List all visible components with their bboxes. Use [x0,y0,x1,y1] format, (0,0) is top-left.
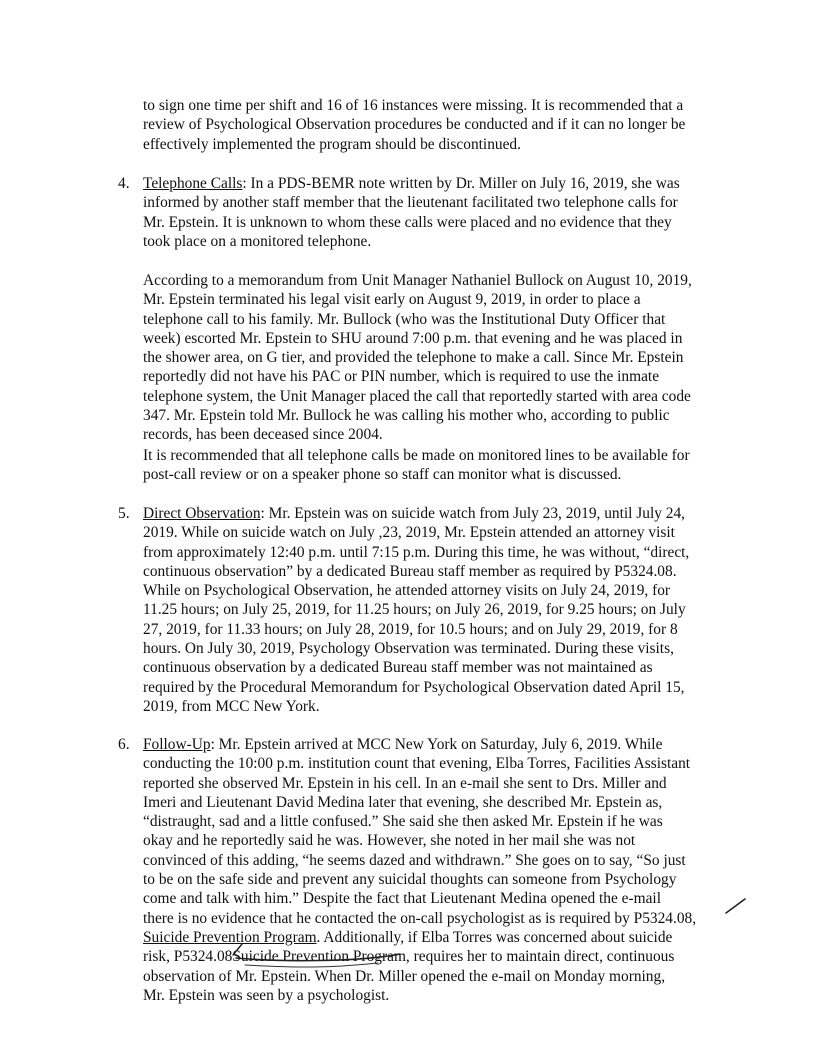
text-line: come and talk with him.” Despite the fact that Lieutenant Medina opened the e-mail [143,890,661,908]
text-line: informed by another staff member that the lieutenant facilitated two telephone calls for [143,194,678,212]
text-line: records, has been deceased since 2004. [143,426,383,444]
text-line: week) escorted Mr. Epstein to SHU around 7:00 p.m. that evening and he was placed in [143,329,683,347]
text-line: to be on the safe side and prevent any suicidal thoughts can someone from Psychology [143,871,677,889]
text-line: from approximately 12:40 p.m. until 7:15 p.m. During this time, he was without, “direct, [143,543,690,561]
pen-strike-mark [245,963,378,967]
text-line: continuous observation” by a dedicated Bureau staff member as required by P5324.08. [143,562,677,580]
text-line: It is recommended that all telephone calls be made on monitored lines to be available for [143,447,690,464]
item-number-4: 4. [118,175,130,192]
text-line: 27, 2019, for 11.33 hours; on July 28, 2019, for 10.5 hours; and on July 29, 2019, for 8 [143,620,678,638]
pen-check-mark [726,899,745,913]
text-fragment: , requires her to maintain direct, continuous [405,948,675,966]
text-line: hours. On July 30, 2019, Psychology Observation was terminated. During these visits, [143,640,674,658]
pen-slash-mark [233,944,242,955]
text-line: convinced of this adding, “he seems dazed and withdrawn.” She goes on to say, “So just [143,851,686,869]
text-line: telephone system, the Unit Manager placed the call that reportedly started with area code [143,387,691,405]
text-line: required by the Procedural Memorandum for Psychological Observation dated April 15, [143,678,685,696]
text-line: 11.25 hours; on July 25, 2019, for 11.25 hours; on July 26, 2019, for 9.25 hours; on July [143,601,686,619]
text-line: continuous observation by a dedicated Bureau staff member was not maintained as [143,659,653,677]
text-line: review of Psychological Observation procedures be conducted and if it can no longer be [143,116,686,134]
text-line: 2019. While on suicide watch on July ,23, 2019, Mr. Epstein attended an attorney visit [143,524,675,542]
text-line: Imeri and Lieutenant David Medina later that evening, she described Mr. Epstein as, [143,793,663,811]
text-line: Mr. Epstein terminated his legal visit early on August 9, 2019, in order to place a [143,291,641,309]
text-line: post-call review or on a speaker phone so staff can monitor what is discussed. [143,466,622,484]
text-line: According to a memorandum from Unit Manager Nathaniel Bullock on August 10, 2019, [143,272,692,289]
text-line: “distraught, sad and a little confused.” She said she then asked Mr. Epstein if he was [143,813,663,831]
text-line: reported she observed Mr. Epstein in his cell. In an e-mail she sent to Drs. Miller and [143,774,667,792]
section-heading-follow-up: Follow-Up [143,736,211,753]
policy-reference: Suicide Prevention Program [232,948,406,966]
text-fragment: : Mr. Epstein arrived at MCC New York on Saturday, July 6, 2019. While [210,736,663,753]
text-line: observation of Mr. Epstein. When Dr. Miller opened the e-mail on Monday morning, [143,967,666,985]
text-fragment: . Additionally, if Elba Torres was concerned about suicide [316,928,673,946]
section-heading-telephone-calls: Telephone Calls [143,175,243,192]
text-line: Mr. Epstein. It is unknown to whom these calls were placed and no evidence that they [143,213,672,231]
text-line: there is no evidence that he contacted the on-call psychologist as is required by P5324.08, [143,909,697,927]
text-fragment: : Mr. Epstein was on suicide watch from July 23, 2019, until July 24, [260,505,686,522]
text-line: 347. Mr. Epstein told Mr. Bullock he was calling his mother who, according to public [143,407,670,425]
text-fragment: risk, P5324.08 [143,948,233,966]
text-line: took place on a monitored telephone. [143,232,372,250]
text-line: okay and he reportedly said he was. However, she noted in her mail she was not [143,832,636,850]
item-number-5: 5. [118,505,130,522]
text-line: the shower area, on G tier, and provided the telephone to make a call. Since Mr. Epstein [143,349,684,367]
section-heading-direct-observation: Direct Observation [143,505,261,522]
text-fragment: : In a PDS-BEMR note written by Dr. Miller on July 16, 2019, she was [242,175,680,192]
text-line: reportedly did not have his PAC or PIN number, which is required to use the inmate [143,368,660,386]
text-line: conducting the 10:00 p.m. institution count that evening, Elba Torres, Facilities Assistant [143,755,691,773]
item-number-6: 6. [118,736,130,753]
text-line: While on Psychological Observation, he attended attorney visits on July 24, 2019, for [143,582,671,600]
text-line: effectively implemented the program should be discontinued. [143,135,521,153]
text-line: 2019, from MCC New York. [143,697,320,715]
pen-underline-stroke [236,954,400,961]
text-line: Mr. Epstein was seen by a psychologist. [143,986,390,1004]
policy-reference: Suicide Prevention Program [143,928,317,946]
text-line: telephone call to his family. Mr. Bullock (who was the Institutional Duty Officer that [143,310,666,328]
text-line: to sign one time per shift and 16 of 16 instances were missing. It is recommended that a [143,97,684,114]
